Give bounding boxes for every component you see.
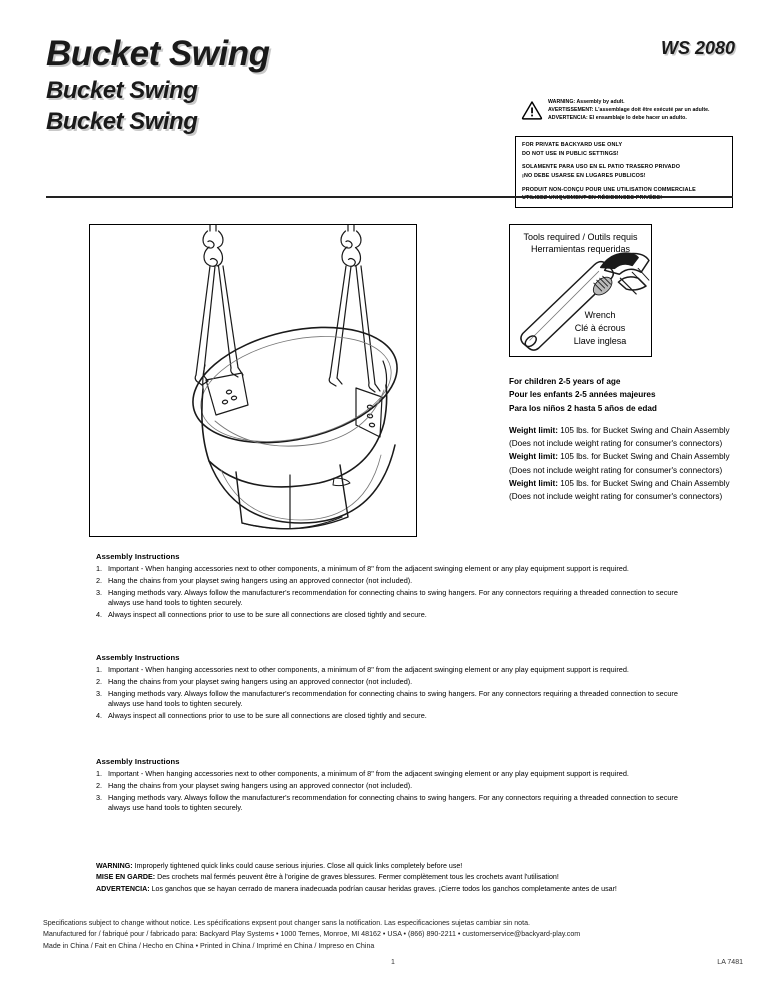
model-number: WS 2080	[660, 38, 735, 58]
step-text: Hanging methods vary. Always follow the manufacturer's recommendation for connecting chains to swing hangers. For any connectors requiring a threaded connection to secure always use hand tools to tighten securely.	[108, 792, 678, 813]
tool-label-en: Wrench	[584, 309, 616, 320]
step-text: Hanging methods vary. Always follow the manufacturer's recommendation for connecting chains to swing hangers. For any connectors requiring a threaded connection to secure always use hand tools to tighten securely.	[108, 587, 678, 608]
private-use-fr-line1: PRODUIT NON-CONÇU POUR UNE UTILISATION COMMERCIALE	[522, 186, 696, 193]
assembly-heading: Assembly Instructions	[96, 757, 180, 766]
weight-limit-text: 105 lbs. for Bucket Swing and Chain Assembly (Does not include weight rating for consumer's connectors)	[509, 478, 730, 502]
assembly-step	[96, 769, 696, 780]
quick-links-warning-es	[96, 884, 716, 895]
warning-triangle-icon	[521, 100, 543, 120]
step-text: Hang the chains from your playset swing hangers using an approved connector (not included).	[108, 575, 413, 585]
warning-text-en: Improperly tightened quick links could cause serious injuries. Close all quick links completely before use!	[132, 862, 463, 870]
step-text: Important - When hanging accessories next to other components, a minimum of 8" from the adjacent swinging element or any play equipment support is required.	[108, 564, 629, 573]
private-use-es-line1: SOLAMENTE PARA USO EN EL PATIO TRASERO PRIVADO	[522, 164, 681, 171]
adult-warning-fr: AVERTISSEMENT: L'assemblage doit être exécuté par un adulte.	[548, 107, 710, 114]
assembly-instructions-section	[96, 552, 696, 622]
step-text: Important - When hanging accessories next to other components, a minimum of 8" from the adjacent swinging element or any play equipment support is required.	[108, 769, 629, 778]
weight-limit-block	[509, 424, 737, 451]
header-divider	[46, 196, 733, 198]
assembly-heading: Assembly Instructions	[96, 552, 180, 561]
step-number: 2.	[96, 676, 103, 686]
step-number: 2.	[96, 780, 103, 790]
assembly-step	[96, 564, 696, 575]
warning-label-fr: MISE EN GARDE:	[96, 873, 156, 882]
assembly-step	[96, 711, 696, 722]
step-text: Hanging methods vary. Always follow the manufacturer's recommendation for connecting chains to swing hangers. For any connectors requiring a threaded connection to secure always use hand tools to tighten securely.	[108, 688, 678, 709]
step-number: 4.	[96, 610, 103, 620]
assembly-step	[96, 793, 696, 815]
step-number: 1.	[96, 769, 103, 778]
quick-links-warning-en	[96, 861, 716, 872]
assembly-step	[96, 588, 696, 610]
quick-links-warning	[96, 861, 716, 895]
adult-assembly-warning	[521, 98, 736, 122]
product-title-line-1: Bucket Swing	[46, 34, 270, 73]
step-number: 1.	[96, 665, 103, 674]
assembly-step	[96, 781, 696, 792]
product-title-line-3: Bucket Swing	[46, 108, 198, 135]
page-number: 1	[391, 959, 395, 966]
assembly-heading: Assembly Instructions	[96, 653, 180, 662]
private-use-fr	[522, 186, 727, 203]
adult-warning-en: WARNING: Assembly by adult.	[548, 99, 625, 105]
private-use-es-line2: ¡NO DEBE USARSE EN LUGARES PUBLICOS!	[522, 172, 646, 179]
age-range-fr: Pour les enfants 2-5 années majeures	[509, 390, 656, 400]
step-text: Always inspect all connections prior to use to be sure all connections are closed tightly and secure.	[108, 610, 427, 620]
tools-title-line1: Tools required / Outils requis	[523, 232, 638, 242]
assembly-step	[96, 665, 696, 676]
footer-bottom-row	[43, 959, 743, 973]
specifications-column	[509, 375, 737, 504]
warning-label-en: WARNING:	[96, 862, 133, 870]
weight-limit-text: 105 lbs. for Bucket Swing and Chain Assembly (Does not include weight rating for consumer's connectors)	[509, 452, 730, 475]
step-text: Hang the chains from your playset swing hangers using an approved connector (not included).	[108, 780, 413, 790]
assembly-step-list	[96, 564, 696, 621]
step-text: Always inspect all connections prior to use to be sure all connections are closed tightly and secure.	[108, 711, 427, 721]
step-number: 3.	[96, 792, 103, 802]
adult-warning-text	[548, 98, 710, 122]
assembly-step-list	[96, 665, 696, 722]
warning-text-fr: Des crochets mal fermés peuvent être à l'origine de graves blessures. Fermer complètement tous les crochets avant l'utilisation!	[155, 873, 559, 882]
private-use-en	[522, 141, 727, 158]
warning-text-es: Los ganchos que se hayan cerrado de manera inadecuada podrían causar heridas graves. ¡Cierre todos los ganchos completamente antes de usar!	[149, 884, 617, 893]
weight-limit-blocks	[509, 424, 737, 504]
step-number: 3.	[96, 688, 103, 698]
tools-required-box	[509, 224, 652, 357]
step-number: 4.	[96, 711, 103, 721]
private-use-en-line2: DO NOT USE IN PUBLIC SETTINGS!	[522, 150, 619, 157]
warning-label-es: ADVERTENCIA:	[96, 884, 150, 893]
assembly-step	[96, 576, 696, 587]
tools-required-title	[510, 231, 651, 255]
step-text: Hang the chains from your playset swing hangers using an approved connector (not included).	[108, 676, 413, 686]
weight-limit-label: Weight limit:	[509, 452, 558, 462]
product-illustration-box	[89, 224, 417, 537]
age-range-en: For children 2-5 years of age	[509, 377, 621, 386]
assembly-step	[96, 610, 696, 621]
step-number: 1.	[96, 564, 103, 573]
assembly-step-list	[96, 769, 696, 814]
product-title-line-2: Bucket Swing	[46, 77, 198, 104]
footer-origin-info: Made in China / Fait en China / Hecho en China • Printed in China / Imprimé en China / Impreso en China	[43, 941, 375, 950]
quick-links-warning-fr	[96, 872, 716, 883]
private-use-es	[522, 163, 727, 180]
bucket-swing-diagram	[90, 225, 416, 536]
footer-specifications-notice: Specifications subject to change without notice. Les spécifications expsent pout changer sans la notification. Las especificaciones sujetas cambiar sin nota.	[43, 919, 530, 927]
tool-name-labels	[557, 309, 643, 348]
tool-label-es: Llave inglesa	[573, 335, 627, 346]
weight-limit-label: Weight limit:	[509, 478, 558, 488]
tool-label-fr: Clé à écrous	[574, 322, 626, 333]
adult-warning-es: ADVERTENCIA: El ensamblaje lo debe hacer un adulto.	[548, 115, 687, 122]
assembly-instructions-section	[96, 653, 696, 723]
private-use-en-line1: FOR PRIVATE BACKYARD USE ONLY	[522, 142, 623, 148]
step-text: Important - When hanging accessories next to other components, a minimum of 8" from the adjacent swinging element or any play equipment support is required.	[108, 665, 629, 674]
footer	[43, 918, 743, 952]
page-title	[46, 36, 516, 134]
weight-limit-text: 105 lbs. for Bucket Swing and Chain Assembly (Does not include weight rating for consumer's connectors)	[509, 425, 730, 449]
tools-title-line2: Herramientas requeridas	[530, 244, 631, 255]
age-range-block	[509, 375, 737, 415]
age-range-es: Para los niños 2 hasta 5 años de edad	[509, 403, 657, 413]
document-code: LA 7481	[717, 959, 743, 966]
weight-limit-block	[509, 477, 737, 504]
weight-limit-block	[509, 450, 737, 477]
step-number: 2.	[96, 575, 103, 585]
step-number: 3.	[96, 587, 103, 597]
assembly-instructions-section	[96, 757, 696, 815]
private-use-fr-line2: UTILISEZ UNIQUEMENT EN RÉSIDENCES PRIVÉES!	[522, 195, 663, 202]
assembly-step	[96, 689, 696, 711]
footer-manufacturer-info: Manufactured for / fabriqué pour / fabricado para: Backyard Play Systems • 1000 Ternes, Monroe, MI 48162 • USA • (866) 890-2211 • customerservice@backyard-play.com	[43, 930, 581, 939]
weight-limit-label: Weight limit:	[509, 425, 558, 435]
assembly-step	[96, 677, 696, 688]
